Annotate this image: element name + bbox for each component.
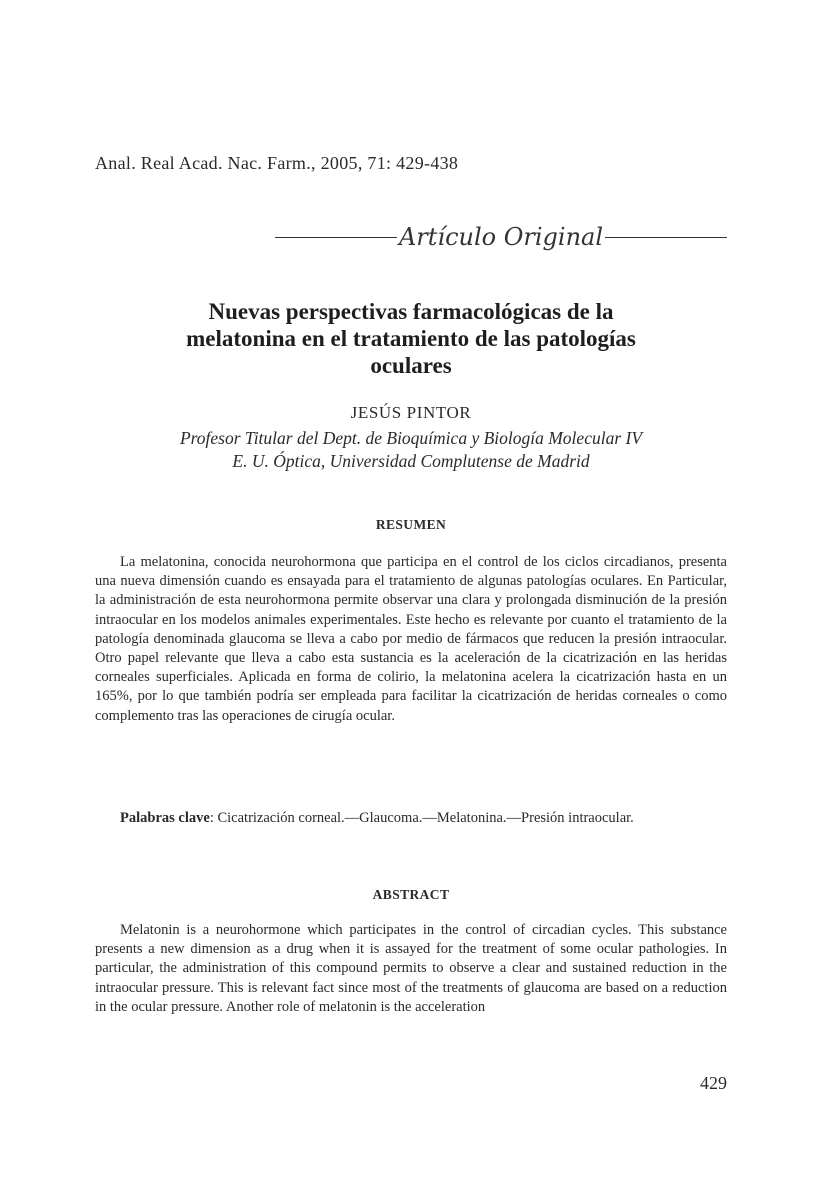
section-banner [275, 222, 727, 252]
article-title [95, 298, 727, 379]
page-number: 429 [700, 1073, 727, 1093]
author-affiliation [95, 427, 727, 473]
abstract-heading: ABSTRACT [372, 887, 450, 902]
affiliation-line: E. U. Óptica, Universidad Complutense de Madrid [232, 451, 590, 471]
title-line: Nuevas perspectivas farmacológicas de la [208, 299, 614, 324]
banner-rule-left [275, 237, 397, 238]
resumen-heading: RESUMEN [375, 517, 447, 532]
title-line: melatonina en el tratamiento de las patologías [186, 326, 636, 351]
abstract-body: Melatonin is a neurohormone which participates in the control of circadian cycles. This substance presents a new dimension as a drug when it is assayed for the treatment of some ocular pathologies. In particular, the administration of this compound permits to observe a clear and sustained reduction in the intraocular pressure. This is relevant fact since most of the treatments of glaucoma are based on a reduction in the ocular pressure. Another role of melatonin is the acceleration [95, 922, 727, 1015]
journal-reference: Anal. Real Acad. Nac. Farm., 2005, 71: 429-438 [95, 153, 459, 173]
section-label: Artículo Original [398, 223, 604, 251]
resumen-body: La melatonina, conocida neurohormona que participa en el control de los ciclos circadianos, presenta una nueva dimensión cuando es ensayada para el tratamiento de algunas patologías oculares. En Particular, la administración de esta neurohormona permite observar una clara y prolongada disminución de la presión intraocular en los modelos animales experimentales. Este hecho es relevante por cuanto el tratamiento de la patología denominada glaucoma se lleva a cabo por medio de fármacos que reducen la presión intraocular. Otro papel relevante que lleva a cabo esta sustancia es la aceleración de la cicatrización en las heridas corneales superficiales. Aplicada en forma de colirio, la melatonina acelera la cicatrización hasta en un 165%, por lo que también podría ser empleada para facilitar la cicatrización de heridas corneales o como complemento tras las operaciones de cirugía ocular. [95, 554, 727, 724]
affiliation-line: Profesor Titular del Dept. de Bioquímica y Biología Molecular IV [179, 428, 643, 448]
title-line: oculares [370, 353, 452, 378]
keywords-list: : Cicatrización corneal.—Glaucoma.—Melatonina.—Presión intraocular. [209, 810, 634, 826]
author-name: JESÚS PINTOR [350, 403, 472, 422]
keywords-label: Palabras clave [120, 810, 210, 826]
keywords-paragraph [95, 809, 727, 828]
banner-rule-right [605, 237, 727, 238]
